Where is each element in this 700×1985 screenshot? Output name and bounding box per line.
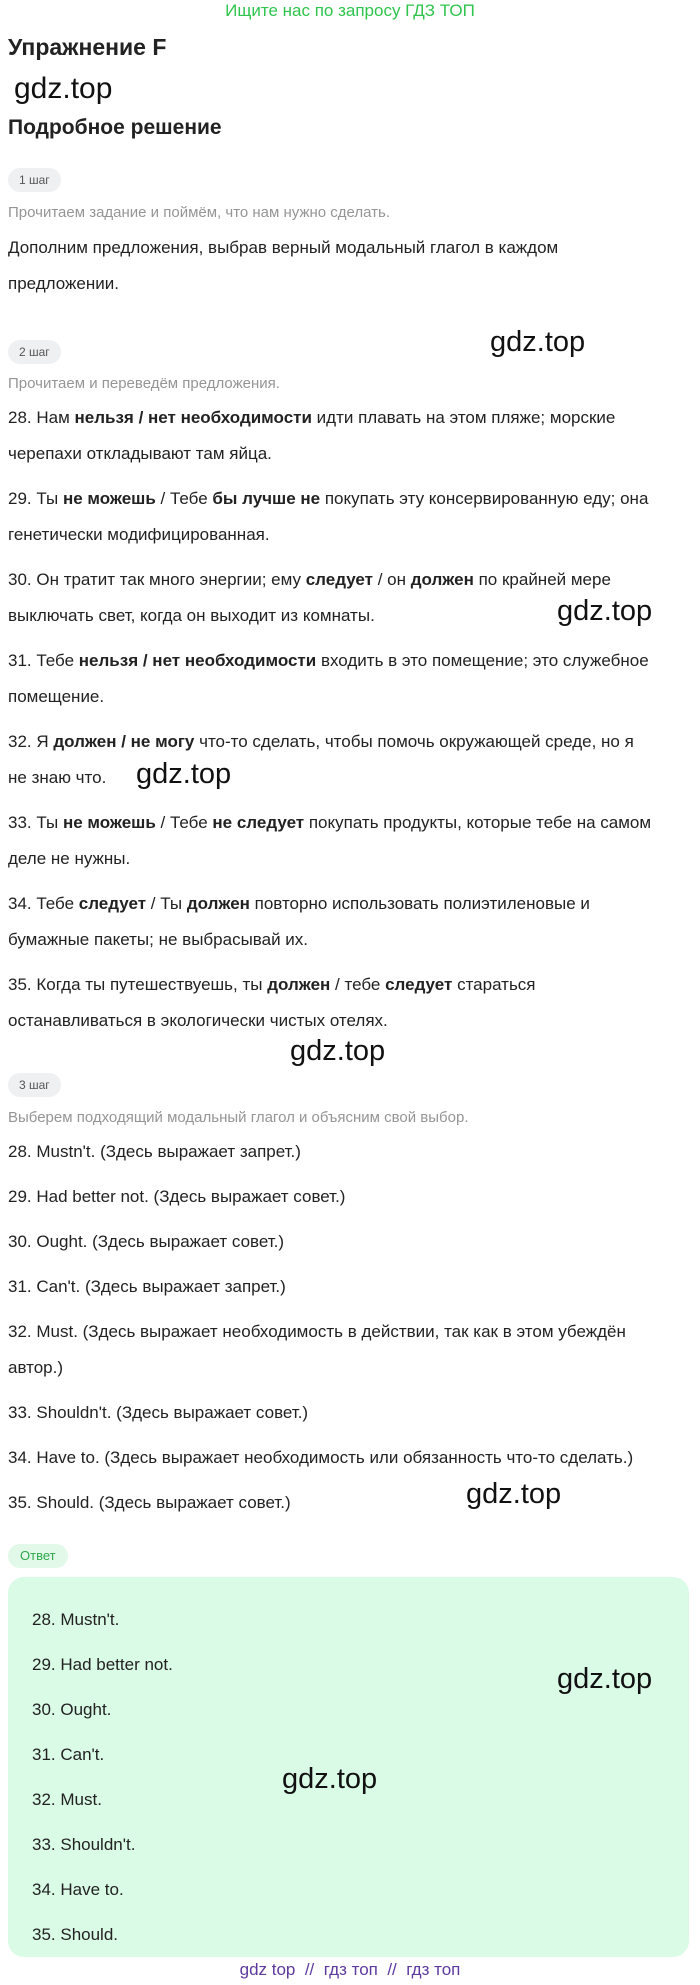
footer-link[interactable]: gdz top <box>239 1960 296 1979</box>
sentence-30: 30. Он тратит так много энергии; ему следует / он должен по крайней мере выключать свет, когда он выходит из комнаты. <box>8 570 611 625</box>
watermark: gdz.top <box>466 1478 562 1510</box>
footer-links <box>0 1958 700 1982</box>
sentence-32: 32. Я должен / не могу что-то сделать, чтобы помочь окружающей среде, но я не знаю что. <box>8 732 634 787</box>
answer-item: 28. Mustn't. <box>32 1610 120 1629</box>
exercise-title: Упражнение F <box>8 34 167 60</box>
watermark: gdz.top <box>282 1763 378 1795</box>
watermark: gdz.top <box>557 1663 653 1695</box>
step-2-hint: Прочитаем и переведём предложения. <box>8 375 280 392</box>
explanation-line: 28. Mustn't. (Здесь выражает запрет.) <box>8 1142 301 1161</box>
step-1-hint: Прочитаем задание и поймём, что нам нужно сделать. <box>8 204 391 221</box>
step-3-explanations <box>8 1134 680 1530</box>
sentence-33: 33. Ты не можешь / Тебе не следует покупать продукты, которые тебе на самом деле не нужны. <box>8 813 652 868</box>
watermark: gdz.top <box>557 595 653 627</box>
explanation-line: 32. Must. (Здесь выражает необходимость в действии, так как в этом убеждён <box>8 1322 626 1341</box>
footer-link[interactable]: гдз топ <box>323 1960 378 1979</box>
sentence-34: 34. Тебе следует / Ты должен повторно использовать полиэтиленовые и бумажные пакеты; не выбрасывай их. <box>8 894 590 949</box>
explanation-line: 34. Have to. (Здесь выражает необходимость или обязанность что-то сделать.) <box>8 1448 634 1467</box>
footer-separator: // <box>304 1960 315 1979</box>
answer-item: 35. Should. <box>32 1925 119 1944</box>
explanation-line: 30. Ought. (Здесь выражает совет.) <box>8 1232 285 1251</box>
explanation-line: 35. Should. (Здесь выражает совет.) <box>8 1493 291 1512</box>
sentence-28: 28. Нам нельзя / нет необходимости идти плавать на этом пляже; морские черепахи откладывают там яйца. <box>8 408 616 463</box>
answer-item: 32. Must. <box>32 1790 102 1809</box>
explanation-line: 33. Shouldn't. (Здесь выражает совет.) <box>8 1403 309 1422</box>
step-1-text <box>8 230 680 302</box>
answer-item: 30. Ought. <box>32 1700 112 1719</box>
step-1-text-line: предложении. <box>8 274 119 293</box>
step-1-badge: 1 шаг <box>8 168 61 192</box>
sentence-35: 35. Когда ты путешествуешь, ты должен / тебе следует стараться останавливаться в экологически чистых отелях. <box>8 975 536 1030</box>
solution-heading: Подробное решение <box>8 116 222 139</box>
watermark: gdz.top <box>490 326 586 358</box>
sentence-31: 31. Тебе нельзя / нет необходимости входить в это помещение; это служебное помещение. <box>8 651 649 706</box>
answer-badge: Ответ <box>8 1544 68 1568</box>
step-3-hint: Выберем подходящий модальный глагол и объясним свой выбор. <box>8 1109 469 1126</box>
answer-item: 34. Have to. <box>32 1880 124 1899</box>
step-3-badge: 3 шаг <box>8 1073 61 1097</box>
step-2-badge: 2 шаг <box>8 340 61 364</box>
explanation-line: автор.) <box>8 1358 64 1377</box>
answer-item: 29. Had better not. <box>32 1655 173 1674</box>
step-1-text-line: Дополним предложения, выбрав верный модальный глагол в каждом <box>8 238 559 257</box>
site-logo[interactable]: gdz.top <box>14 72 113 105</box>
watermark: gdz.top <box>136 758 232 790</box>
footer-separator: // <box>387 1960 397 1979</box>
answer-item: 33. Shouldn't. <box>32 1835 136 1854</box>
watermark: gdz.top <box>290 1035 386 1067</box>
footer-link[interactable]: гдз топ <box>406 1960 461 1979</box>
step-2-sentences <box>8 400 680 1048</box>
sentence-29: 29. Ты не можешь / Тебе бы лучше не покупать эту консервированную еду; она генетически модифицированная. <box>8 489 649 544</box>
answer-item: 31. Can't. <box>32 1745 105 1764</box>
search-banner: Ищите нас по запросу ГДЗ ТОП <box>225 1 475 20</box>
explanation-line: 31. Can't. (Здесь выражает запрет.) <box>8 1277 286 1296</box>
explanation-line: 29. Had better not. (Здесь выражает совет.) <box>8 1187 346 1206</box>
